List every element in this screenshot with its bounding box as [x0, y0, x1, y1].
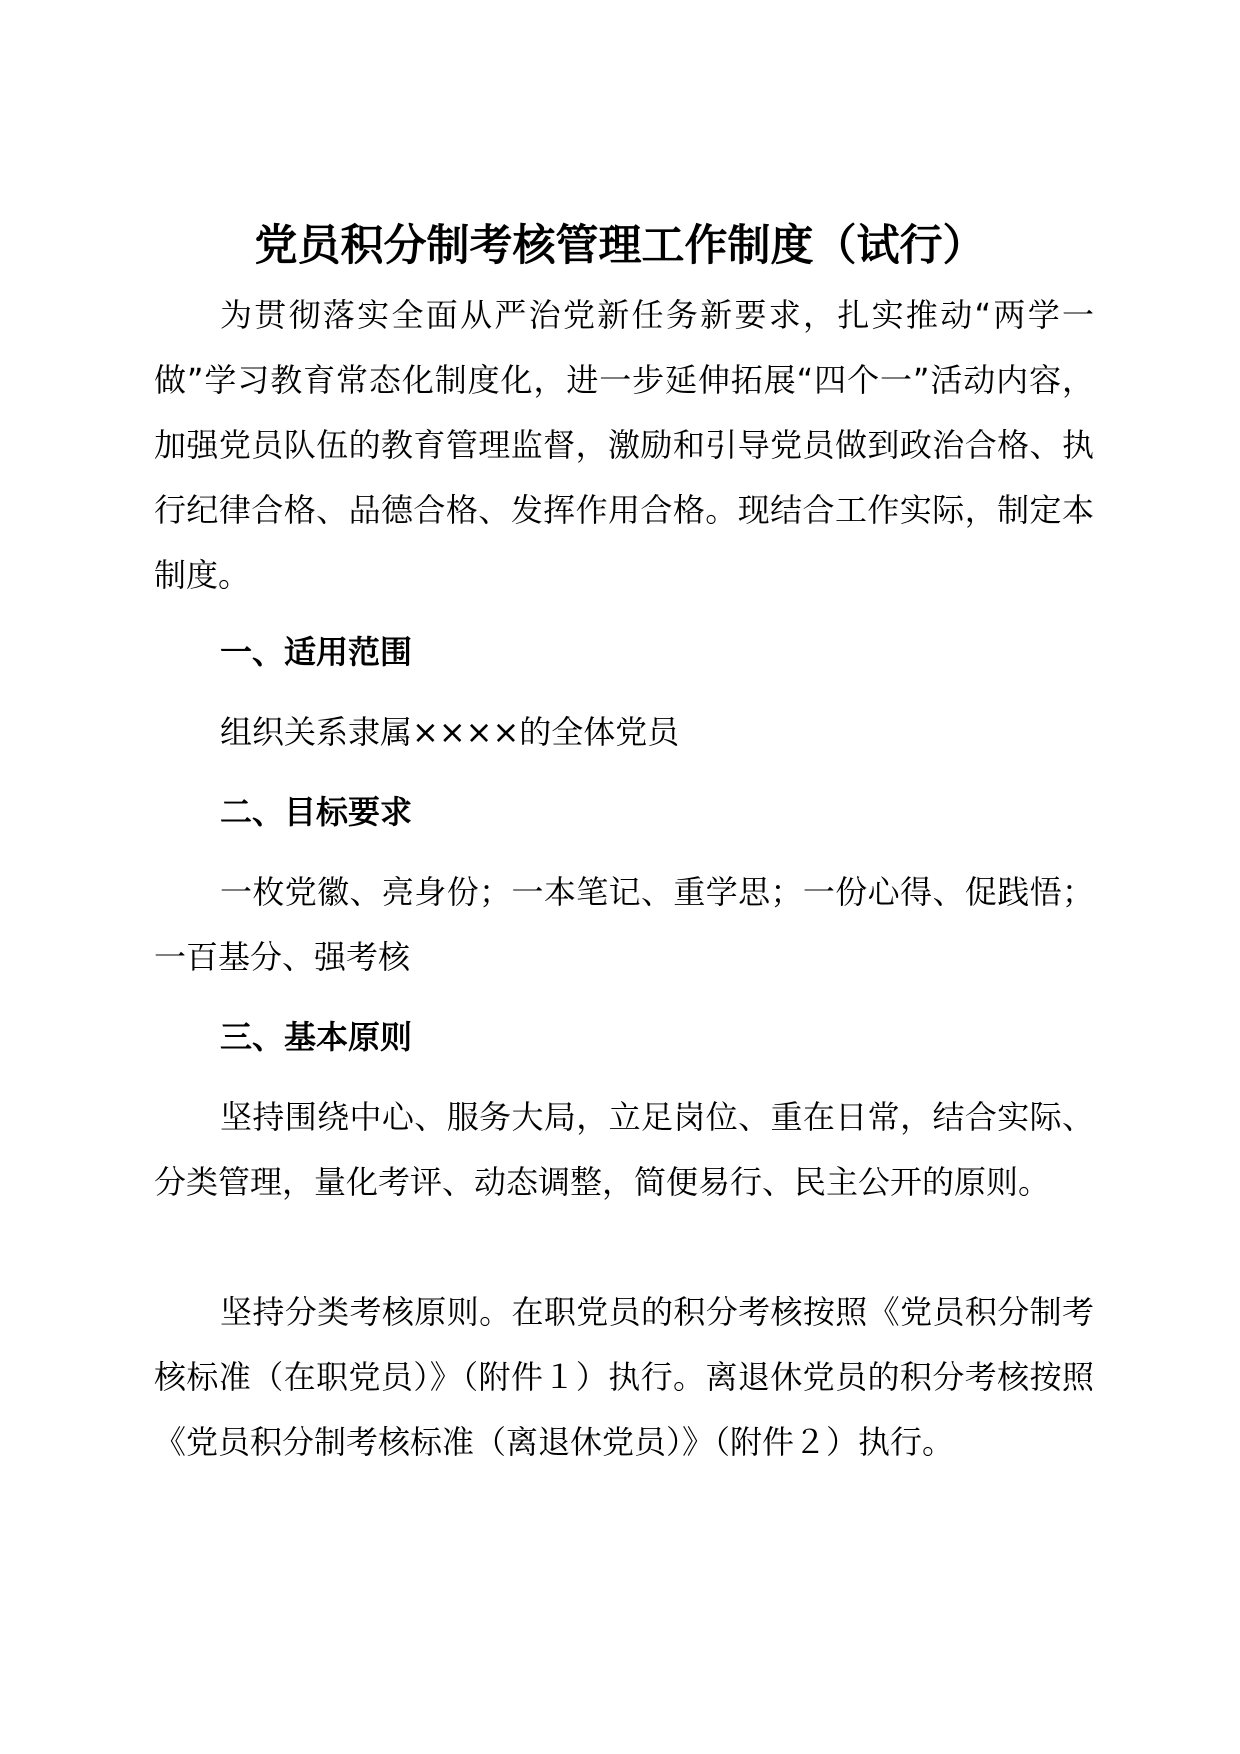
- document-title: 党员积分制考核管理工作制度（试行）: [254, 221, 986, 271]
- section-heading-goals: 二、目标要求: [220, 793, 413, 831]
- intro-paragraph: 为贯彻落实全面从严治党新任务新要求，扎实推动“两学一做”学习教育常态化制度化，进一步延伸拓展“四个一”活动内容，加强党员队伍的教育管理监督，激励和引导党员做到政治合格、执行纪律合格、品德合格、发挥作用合格。现结合工作实际，制定本制度。: [154, 296, 1094, 594]
- scope-text: 组织关系隶属××××的全体党员: [220, 713, 680, 751]
- principles-paragraph-1: 坚持围绕中心、服务大局，立足岗位、重在日常，结合实际、分类管理，量化考评、动态调整，简便易行、民主公开的原则。: [154, 1098, 1094, 1201]
- goals-paragraph: 一枚党徽、亮身份；一本笔记、重学思；一份心得、促践悟；一百基分、强考核: [154, 873, 1094, 976]
- principles-paragraph-2: 坚持分类考核原则。在职党员的积分考核按照《党员积分制考核标准（在职党员）》（附件１）执行。离退休党员的积分考核按照《党员积分制考核标准（离退休党员）》（附件２）执行。: [154, 1293, 1094, 1461]
- section-heading-scope: 一、适用范围: [220, 633, 413, 671]
- section-heading-principles: 三、基本原则: [220, 1018, 413, 1056]
